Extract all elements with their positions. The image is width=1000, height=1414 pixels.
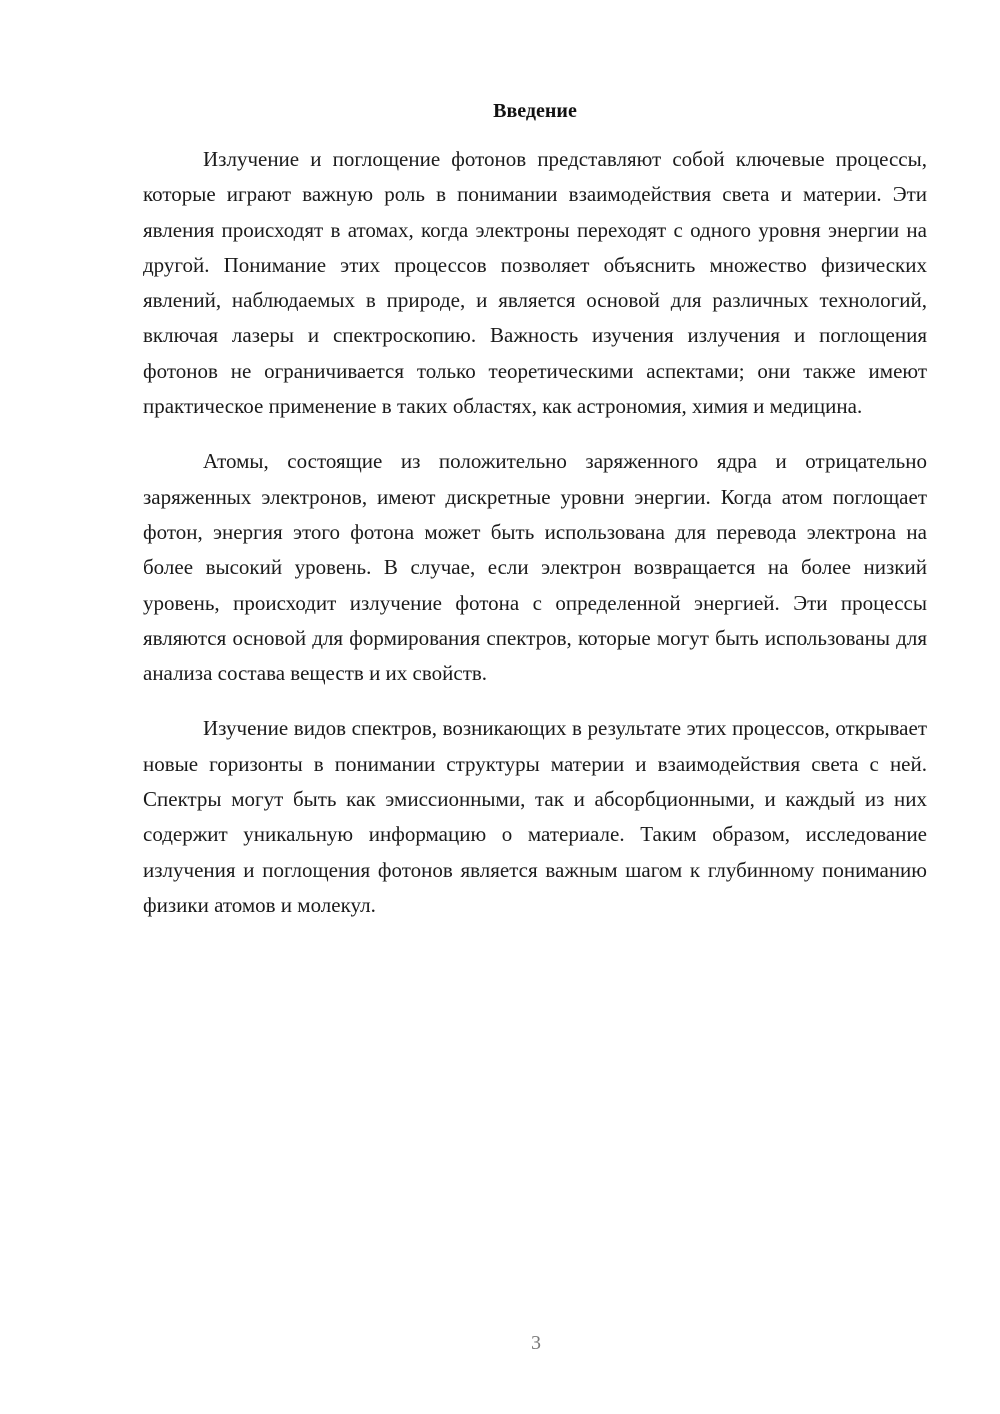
page-content [143, 96, 927, 943]
section-heading: Введение [493, 100, 577, 122]
paragraph-1: Излучение и поглощение фотонов представляют собой ключевые процессы, которые играют важную роль в понимании взаимодействия света и материи. Эти явления происходят в атомах, когда электроны переходят с одного уровня энергии на другой. Понимание этих процессов позволяет объяснить множество физических явлений, наблюдаемых в природе, и является основой для различных технологий, включая лазеры и спектроскопию. Важность изучения излучения и поглощения фотонов не ограничивается только теоретическими аспектами; они также имеют практическое применение в таких областях, как астрономия, химия и медицина. [143, 147, 927, 419]
paragraph-3: Изучение видов спектров, возникающих в результате этих процессов, открывает новые горизонты в понимании структуры материи и взаимодействия света с ней. Спектры могут быть как эмиссионными, так и абсорбционными, и каждый из них содержит уникальную информацию о материале. Таким образом, исследование излучения и поглощения фотонов является важным шагом к глубинному пониманию физики атомов и молекул. [143, 716, 927, 917]
paragraph-2: Атомы, состоящие из положительно заряженного ядра и отрицательно заряженных электронов, имеют дискретные уровни энергии. Когда атом поглощает фотон, энергия этого фотона может быть использована для перевода электрона на более высокий уровень. В случае, если электрон возвращается на более низкий уровень, происходит излучение фотона с определенной энергией. Эти процессы являются основой для формирования спектров, которые могут быть использованы для анализа состава веществ и их свойств. [143, 449, 927, 686]
page-number: 3 [531, 1332, 541, 1354]
